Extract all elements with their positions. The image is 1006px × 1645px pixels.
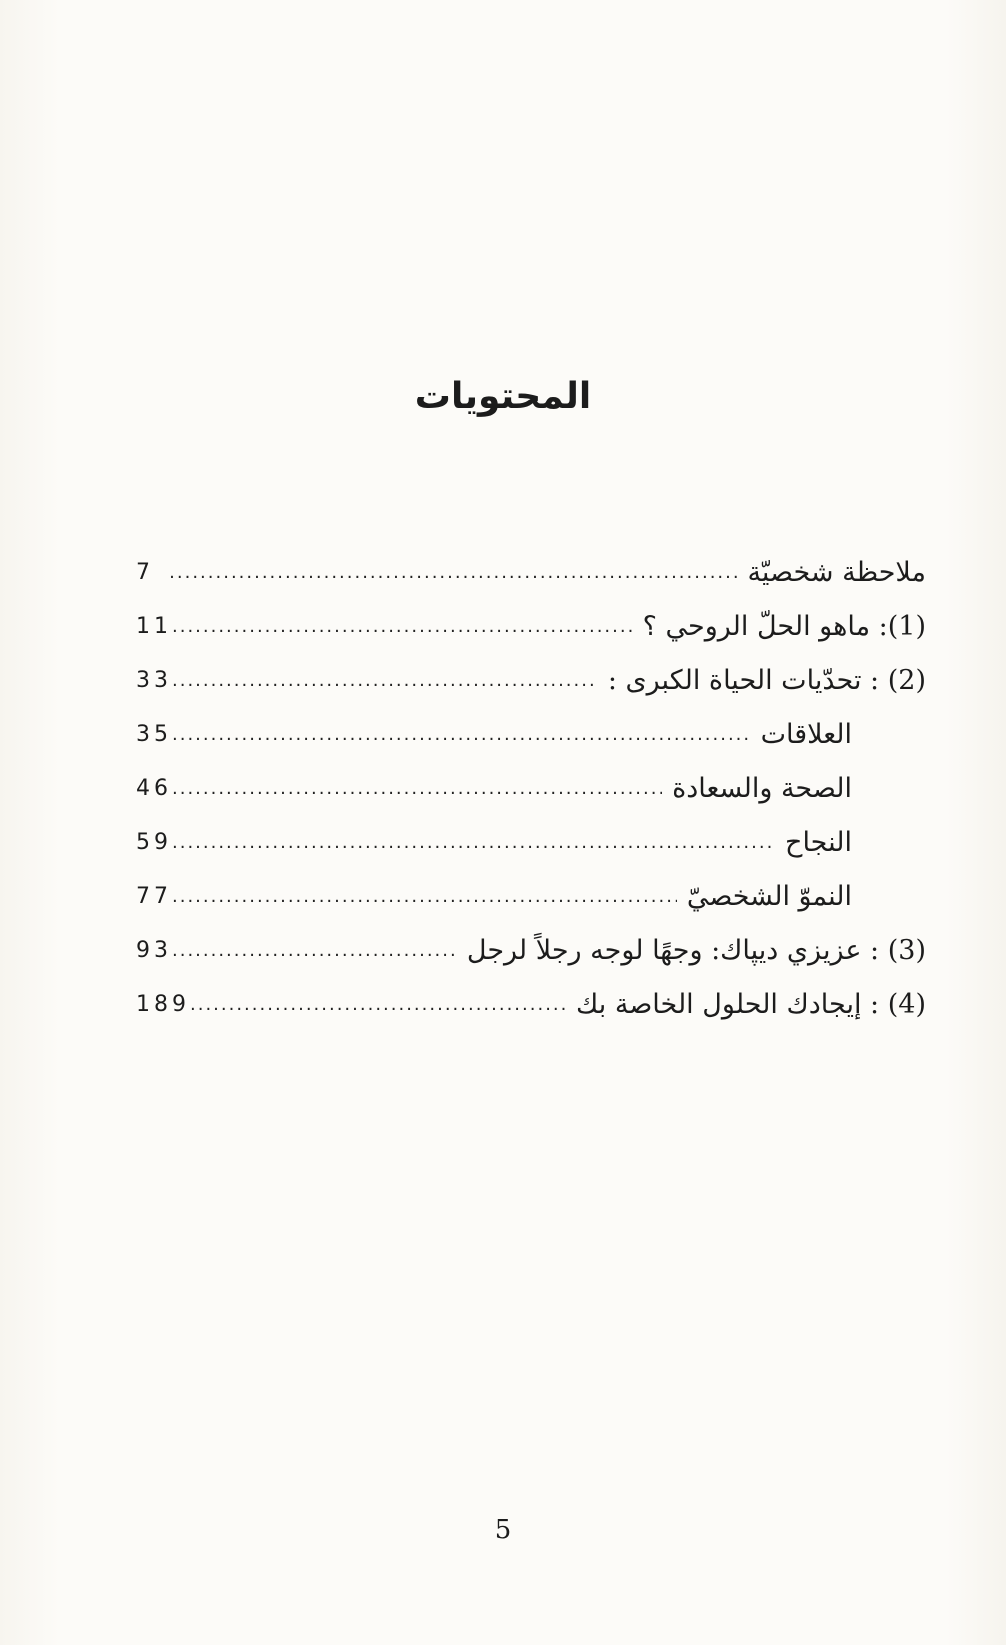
toc-entry-label: النجاح <box>785 827 852 858</box>
toc-entry <box>136 877 852 917</box>
page-number: 5 <box>494 1515 512 1545</box>
toc-entry <box>136 985 926 1025</box>
toc-entry-label: الصحة والسعادة <box>672 773 852 804</box>
toc-entry <box>136 661 926 701</box>
toc-entry <box>136 553 926 593</box>
toc-leader-dots <box>172 769 662 809</box>
toc-entry <box>136 715 852 755</box>
toc-entry-page: 7 <box>136 560 154 585</box>
toc-entry-page: 59 <box>136 830 172 855</box>
toc-entry-label: ملاحظة شخصيّة <box>747 557 926 588</box>
toc-entry-page: 189 <box>136 992 190 1017</box>
toc-entry-label: العلاقات <box>760 719 852 750</box>
toc-leader-dots <box>172 877 677 917</box>
toc-entry-page: 93 <box>136 938 172 963</box>
toc-entry-page: 33 <box>136 668 172 693</box>
toc-entry-label: (1): ماهو الحلّ الروحي ؟ <box>642 611 926 642</box>
toc-entry <box>136 607 926 647</box>
toc-entry-page: 35 <box>136 722 172 747</box>
toc-leader-dots <box>172 715 751 755</box>
toc-entry-label: (3) : عزيزي ديپاك: وجهًا لوجه رجلاً لرجل <box>466 935 926 966</box>
toc-leader-dots <box>172 823 775 863</box>
toc-entry <box>136 931 926 971</box>
toc-leader-dots <box>190 985 566 1025</box>
toc-leader-dots <box>172 607 633 647</box>
toc-entry-page: 77 <box>136 884 172 909</box>
toc-entry-label: النموّ الشخصيّ <box>686 881 852 912</box>
page-title: المحتويات <box>414 376 592 417</box>
toc-leader-dots <box>172 661 598 701</box>
toc-entry <box>136 769 852 809</box>
toc-entry-page: 46 <box>136 776 172 801</box>
toc-entry-page: 11 <box>136 614 172 639</box>
toc-leader-dots <box>169 553 737 593</box>
toc-entry-label: (4) : إيجادك الحلول الخاصة بك <box>576 989 926 1020</box>
toc-leader-dots <box>172 931 457 971</box>
toc-entry-label: (2) : تحدّيات الحياة الكبرى : <box>607 665 926 696</box>
toc-entry <box>136 823 852 863</box>
